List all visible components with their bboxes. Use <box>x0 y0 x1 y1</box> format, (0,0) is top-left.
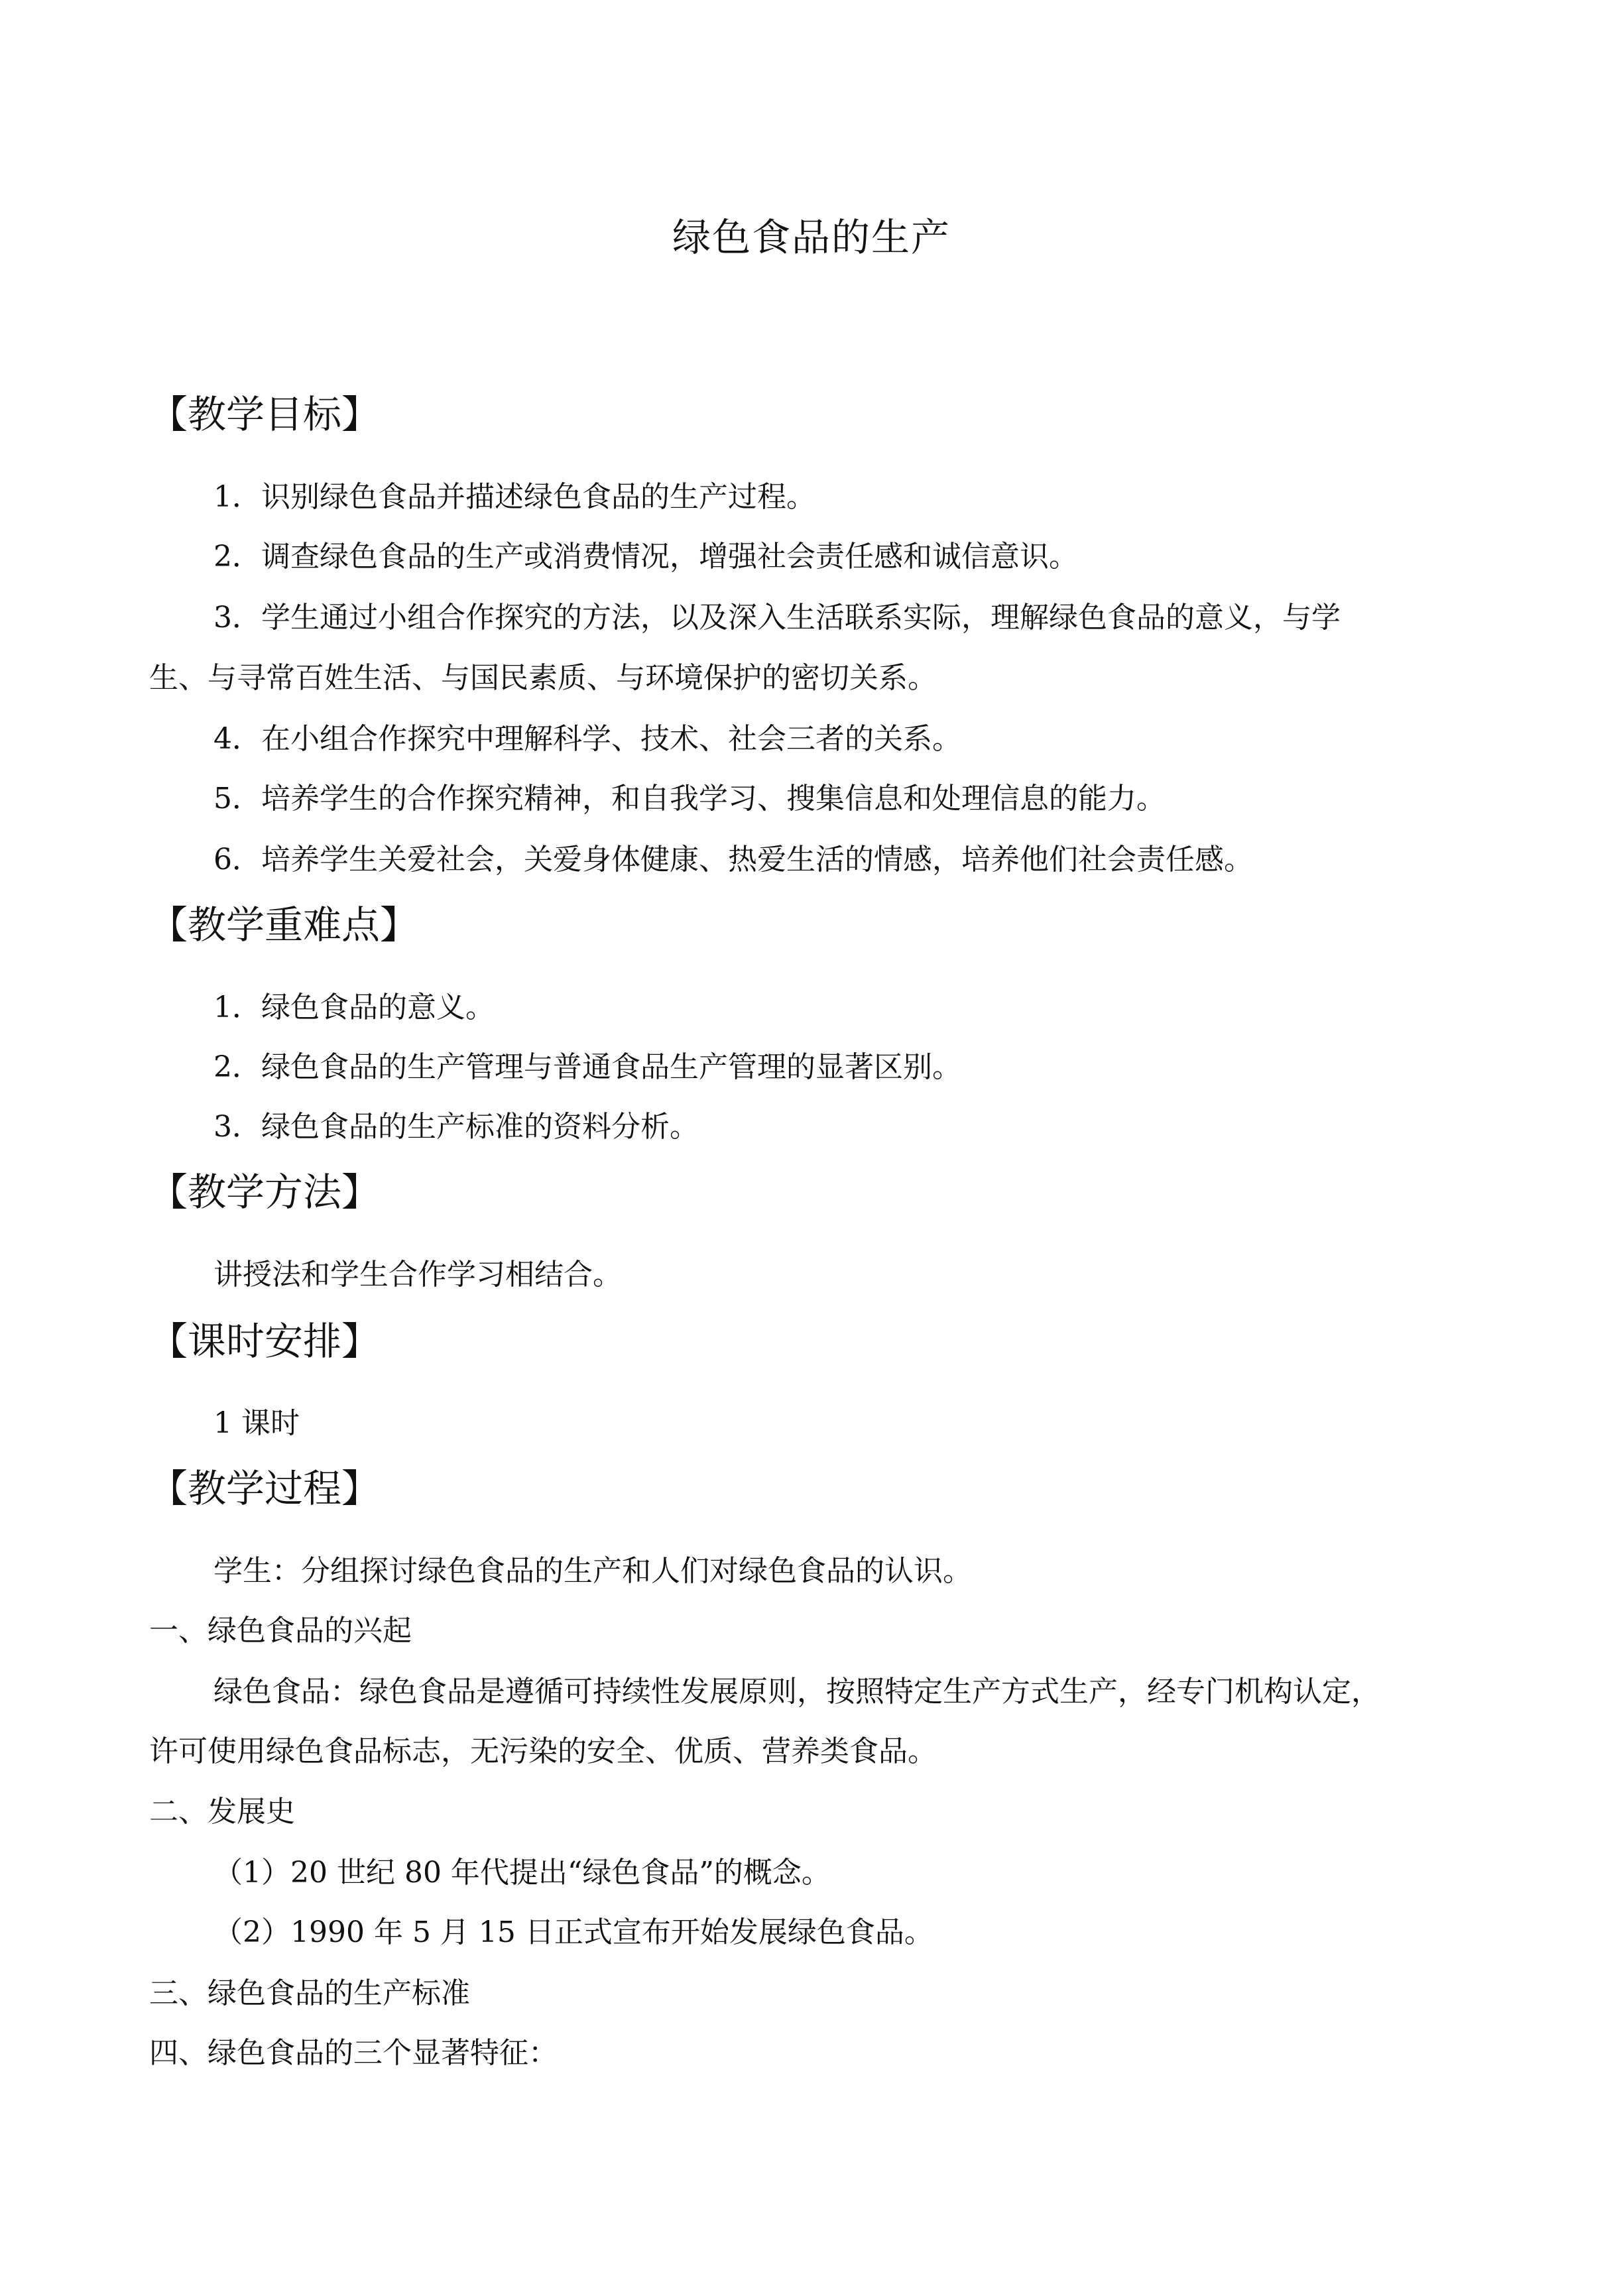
key-point-line: 1．绿色食品的意义。 <box>213 991 495 1024</box>
objective-line: 3．学生通过小组合作探究的方法，以及深入生活联系实际，理解绿色食品的意义，与学 <box>213 601 1341 634</box>
process-line: 学生：分组探讨绿色食品的生产和人们对绿色食品的认识。 <box>213 1554 972 1588</box>
section-heading-objectives: 【教学目标】 <box>149 392 381 437</box>
objective-line: 4．在小组合作探究中理解科学、技术、社会三者的关系。 <box>213 722 961 756</box>
process-subheading: 四、绿色食品的三个显著特征： <box>149 2036 558 2070</box>
process-line-continuation: 许可使用绿色食品标志，无污染的安全、优质、营养类食品。 <box>149 1734 937 1768</box>
process-line: 绿色食品：绿色食品是遵循可持续性发展原则，按照特定生产方式生产，经专门机构认定， <box>213 1675 1380 1709</box>
key-point-line: 2．绿色食品的生产管理与普通食品生产管理的显著区别。 <box>213 1050 961 1084</box>
key-point-line: 3．绿色食品的生产标准的资料分析。 <box>213 1110 699 1144</box>
objective-line: 5．培养学生的合作探究精神，和自我学习、搜集信息和处理信息的能力。 <box>213 782 1166 816</box>
objective-line-continuation: 生、与寻常百姓生活、与国民素质、与环境保护的密切关系。 <box>149 661 937 695</box>
document-title: 绿色食品的生产 <box>672 215 951 260</box>
process-subheading: 一、绿色食品的兴起 <box>149 1614 412 1648</box>
section-heading-schedule: 【课时安排】 <box>149 1319 381 1364</box>
objective-line: 1．识别绿色食品并描述绿色食品的生产过程。 <box>213 480 815 514</box>
section-heading-process: 【教学过程】 <box>149 1466 381 1511</box>
process-subheading: 二、发展史 <box>149 1795 295 1829</box>
method-line: 讲授法和学生合作学习相结合。 <box>213 1258 622 1292</box>
process-subheading: 三、绿色食品的生产标准 <box>149 1976 470 2010</box>
objective-line: 6．培养学生关爱社会，关爱身体健康、热爱生活的情感，培养他们社会责任感。 <box>213 843 1253 876</box>
process-line: （1）20 世纪 80 年代提出“绿色食品”的概念。 <box>213 1856 831 1890</box>
schedule-line: 1 课时 <box>213 1406 300 1440</box>
section-heading-methods: 【教学方法】 <box>149 1170 381 1215</box>
section-heading-key-points: 【教学重难点】 <box>149 902 419 947</box>
process-line: （2）1990 年 5 月 15 日正式宣布开始发展绿色食品。 <box>213 1915 933 1949</box>
objective-line: 2．调查绿色食品的生产或消费情况，增强社会责任感和诚信意识。 <box>213 540 1078 574</box>
